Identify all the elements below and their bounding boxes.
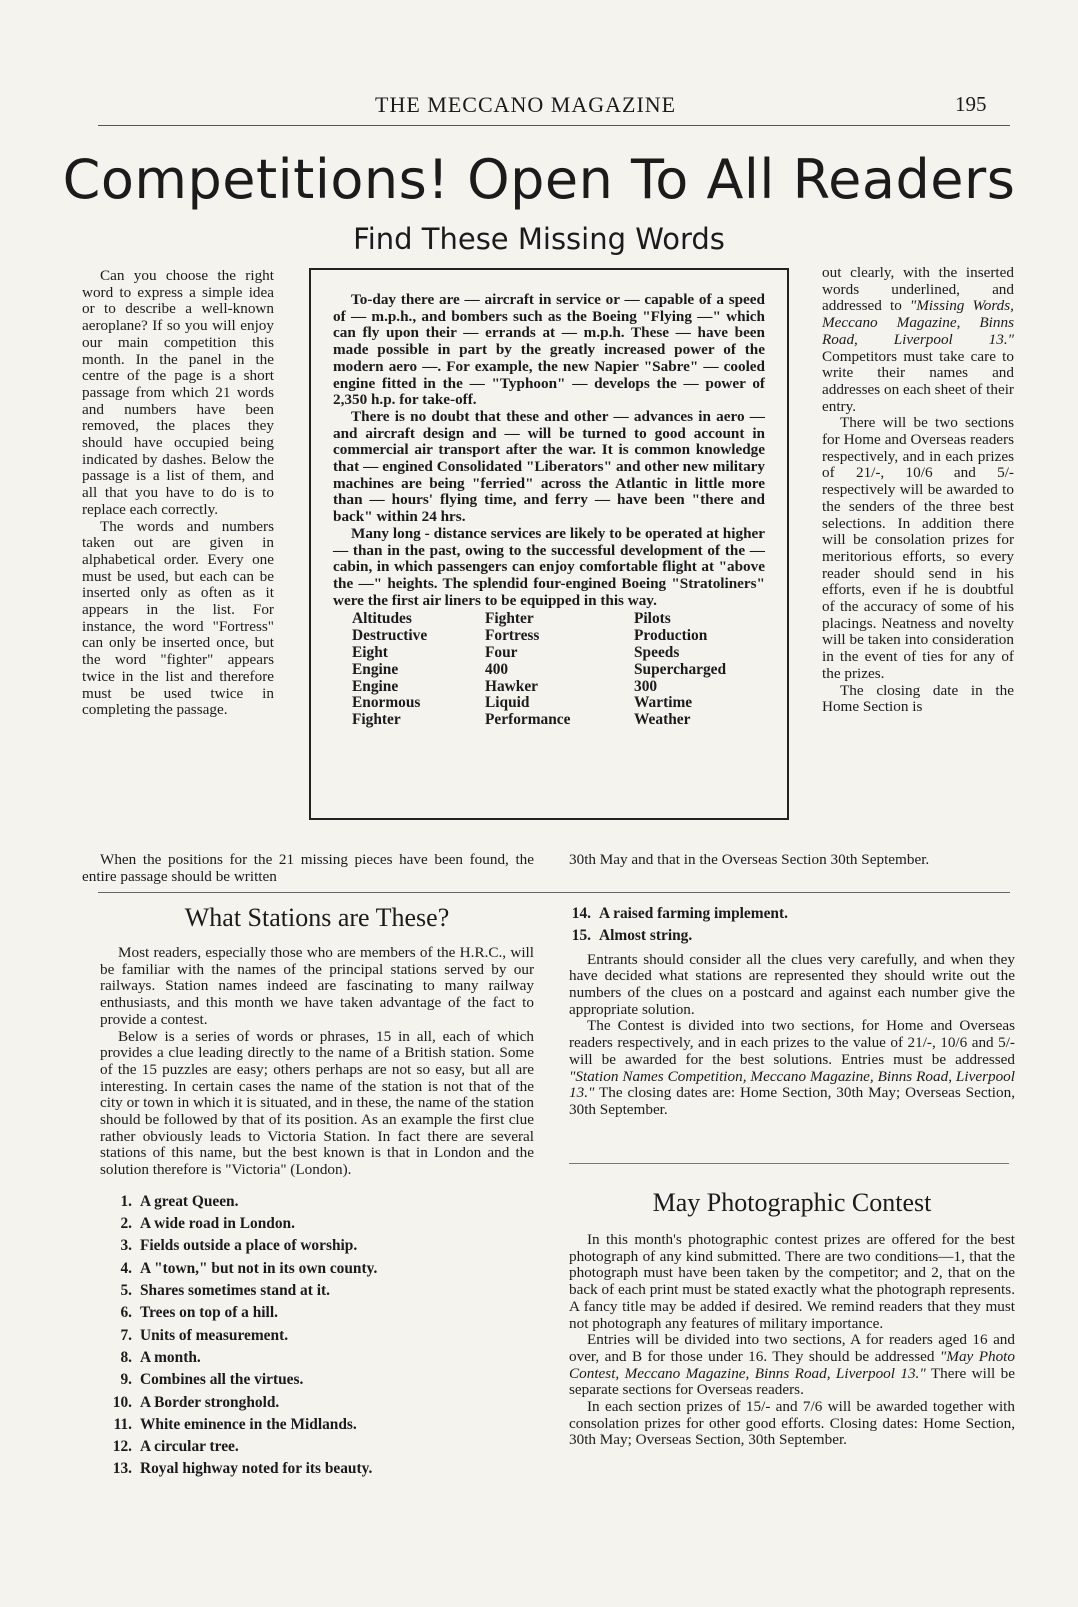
right-section-rule [569, 1163, 1009, 1164]
photo-contest-intro: In this month's photographic contest prizes are offered for the best photograph of any kind submitted. There are two conditions—1, that the photograph must have been taken by the competitor; and 2, that on the back of each print must be stated exactly what the photograph represents. A fancy title may be added if desired. We remind readers that they must not photograph any features of military importance. [569, 1231, 1015, 1332]
word-item: Supercharged [634, 660, 727, 678]
intro-paragraph: Can you choose the right word to express a simple idea or to describe a well-known aeroplane? If so you will enjoy our main competition this month. In the panel in the centre of the page is a short passage from which 21 words and numbers have been removed, the places they should have occupied being indicated by dashes. Below the passage is a list of them, and all that you have to do is to replace each correctly. [82, 267, 274, 518]
clue-item: 2. A wide road in London. [120, 1215, 295, 1233]
word-item: Performance [485, 711, 571, 729]
missing-words-bottom-left: When the positions for the 21 missing pieces have been found, the entire passage should be written [82, 851, 534, 885]
word-item: Production [634, 627, 708, 645]
entry-address: "Missing Words, Meccano Magazine, Binns Road, Liverpool 13." [822, 297, 1014, 348]
rules-paragraph: The words and numbers taken out are given in alphabetical order. Every one must be used, but each can be inserted only as often as it appears in the list. For instance, the word "Fortress" can only be inserted once, but the word "fighter" appears twice in the list and therefore must be used twice in completing the passage. [82, 517, 274, 719]
header-rule [98, 125, 1010, 126]
clue-item: 11. White eminence in the Midlands. [113, 1415, 357, 1433]
missing-words-left-column [82, 268, 274, 719]
prizes-paragraph: There will be two sections for Home and Overseas readers respectively, and in each prizes of 21/-, 10/6 and 5/- respectively will be awarded to the senders of the three best selections. In addition there will be consolation prizes for meritorious efforts, so every reader should send in his efforts, even if he is doubtful of the accuracy of some of his placings. Neatness and novelty will be taken into consideration in the event of ties for any of the prizes. [822, 414, 1014, 682]
closing-date-paragraph: The closing date in the Home Section is [822, 681, 1014, 716]
clue-item: 4. A "town," but not in its own county. [120, 1259, 378, 1277]
clue-item: 15. Almost string. [571, 927, 693, 945]
photo-contest-address: "May Photo Contest, Meccano Magazine, Binns Road, Liverpool 13." [569, 1347, 1015, 1382]
panel-paragraph: To-day there are — aircraft in service or — capable of a speed of — m.p.h., and bombers such as the Boeing "Flying —" which can fly upon their — errands at — m.p.h. These — have been made possible in part by the greatly increased power of the modern aero —. For example, the new Napier "Sabre" — cooled engine fitted in the — "Typhoon" — develops the — power of 2,350 h.p. for take-off. [333, 291, 765, 409]
stations-intro: Most readers, especially those who are members of the H.R.C., will be familiar with the names of the principal stations served by our railways. Station names indeed are fascinating to many railway enthusiasts, and this month we have taken advantage of the fact to provide a contest. [100, 944, 534, 1028]
clue-item: 12. A circular tree. [112, 1438, 239, 1456]
word-item: Fortress [485, 627, 540, 645]
stations-heading: What Stations are These? [184, 903, 450, 932]
entry-instructions: out clearly, with the inserted words underlined, and addressed to "Missing Words, Meccano Magazine, Binns Road, Liverpool 13." Competitors must take care to write their names and addresses on each sheet of their entry. [822, 264, 1014, 415]
clue-item: 9. Combines all the virtues. [120, 1371, 304, 1389]
word-item: Weather [634, 711, 691, 729]
running-title: THE MECCANO MAGAZINE [375, 92, 677, 117]
stations-prizes: The Contest is divided into two sections, for Home and Overseas readers respectively, and in each prizes to the value of 21/-, 10/6 and 5/- will be awarded for the best solutions. Entries must be addressed "Station Names Competition, Meccano Magazine, Binns Road, Liverpool 13." The closing dates are: Home Section, 30th May; Overseas Section, 30th September. [569, 1017, 1015, 1118]
clue-item: 14. A raised farming implement. [571, 905, 788, 922]
clue-list [100, 1191, 534, 1481]
photo-contest-section [569, 1188, 1015, 1449]
clue-item: 7. Units of measurement. [120, 1326, 289, 1344]
word-item: Pilots [634, 610, 671, 628]
section-rule [98, 892, 1010, 893]
clue-item: 3. Fields outside a place of worship. [120, 1237, 358, 1255]
panel-paragraph: There is no doubt that these and other — advances in aero — and aircraft design and — will be turned to good account in commercial air transport after the war. It is common knowledge that — engined Consolidated "Liberators" and other new military machines are being "ferried" across the Atlantic in little more than — hours' flying time, and ferry — have been "there and back" within 24 hrs. [333, 407, 765, 526]
word-item: Speeds [634, 643, 680, 661]
clue-item: 1. A great Queen. [120, 1192, 239, 1210]
word-item: 400 [485, 660, 509, 678]
word-item: Eight [352, 643, 388, 661]
clue-item: 13. Royal highway noted for its beauty. [112, 1460, 373, 1478]
word-item: Engine [352, 660, 399, 678]
stations-section [100, 903, 534, 1481]
photo-contest-entries: Entries will be divided into two sections, A for readers aged 16 and over, and B for those under 16. They should be addressed "May Photo Contest, Meccano Magazine, Binns Road, Liverpool 13." There will be separate sections for Overseas readers. [569, 1331, 1015, 1399]
page-number: 195 [955, 92, 987, 116]
missing-words-right-column [822, 265, 1014, 716]
missing-words-panel [309, 268, 789, 820]
clue-list-continued [569, 903, 1015, 948]
photo-contest-heading: May Photographic Contest [652, 1188, 932, 1217]
main-title: Competitions! Open To All Readers [62, 148, 1016, 211]
word-item: Destructive [352, 627, 428, 645]
word-item: Fighter [352, 711, 401, 729]
missing-words-list [352, 611, 765, 729]
photo-contest-prizes: In each section prizes of 15/- and 7/6 will be awarded together with consolation prizes for other good efforts. Closing dates: Home Section, 30th May; Overseas Section, 30th September. [569, 1398, 1015, 1449]
word-item: 300 [634, 677, 658, 695]
word-item: Four [485, 643, 518, 661]
stations-address: "Station Names Competition, Meccano Magazine, Binns Road, Liverpool 13." [569, 1067, 1015, 1102]
stations-explanation: Below is a series of words or phrases, 15 in all, each of which provides a clue leading directly to the name of a British station. Some of the 15 puzzles are easy; others perhaps are not so easy, but all are interesting. In certain cases the name of the station is not that of the city or town in which it is situated, and in these, the name of the station should be followed by that of its position. As an example the first clue rather obviously leads to Victoria Station. In fact there are several stations of this name, but the best known is that in London and the solution therefore is "Victoria" (London). [100, 1027, 534, 1179]
clue-item: 8. A month. [120, 1348, 201, 1366]
clue-item: 6. Trees on top of a hill. [120, 1304, 278, 1322]
word-item: Fighter [485, 610, 534, 628]
clue-item: 10. A Border stronghold. [112, 1393, 280, 1411]
word-item: Liquid [485, 694, 530, 712]
panel-paragraph: Many long - distance services are likely to be operated at higher — than in the past, owing to the successful development of the — cabin, in which passengers can enjoy comfortable flight at "above the —" heights. The splendid four-engined Boeing "Stratoliners" were the first air liners to be equipped in this way. [333, 524, 765, 609]
word-item: Hawker [485, 677, 539, 695]
clue-item: 5. Shares sometimes stand at it. [120, 1282, 330, 1300]
missing-words-bottom-right: 30th May and that in the Overseas Section 30th September. [569, 851, 930, 868]
word-item: Engine [352, 677, 399, 695]
word-item: Enormous [352, 694, 421, 712]
stations-entry-instructions: Entrants should consider all the clues very carefully, and when they have decided what stations are represented they should write out the numbers of the clues on a postcard and against each number give the appropriate solution. [569, 950, 1015, 1018]
sub-title: Find These Missing Words [353, 222, 725, 256]
stations-continued [569, 903, 1015, 1119]
word-item: Altitudes [352, 610, 412, 628]
word-item: Wartime [634, 694, 693, 712]
